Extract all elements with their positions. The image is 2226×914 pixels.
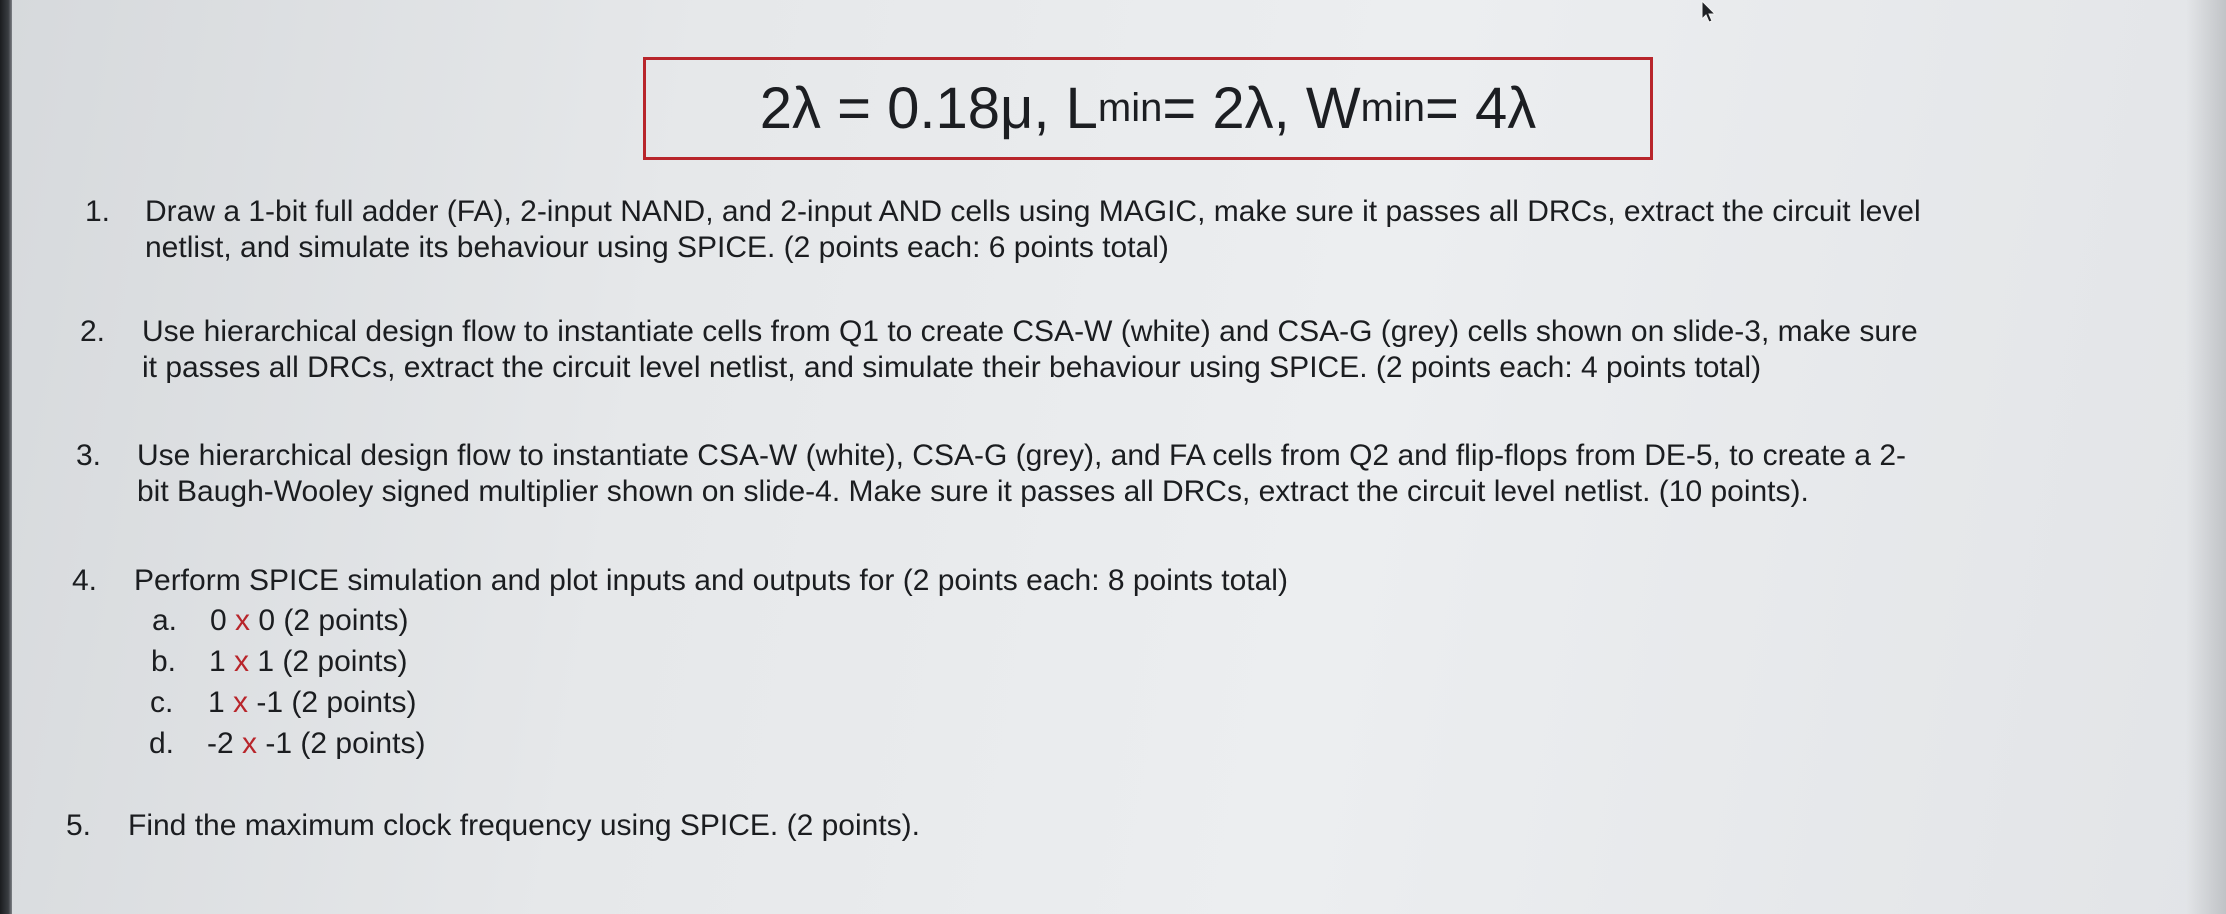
question-3-line-1: Use hierarchical design flow to instantiate CSA-W (white), CSA-G (grey), and FA cells from Q2 and flip-flops from DE-5, to create a 2- [137, 439, 1906, 472]
question-1-line-1: Draw a 1-bit full adder (FA), 2-input NAND, and 2-input AND cells using MAGIC, make sure it passes all DRCs, extract the circuit level [145, 195, 1921, 228]
subitem-d-right: -1 (2 points) [265, 727, 426, 760]
question-5-line-1: Find the maximum clock frequency using SPICE. (2 points). [128, 809, 920, 842]
question-3-line-2: bit Baugh-Wooley signed multiplier shown on slide-4. Make sure it passes all DRCs, extract the circuit level netlist. (10 points). [137, 475, 1809, 508]
formula-sub-2: min [1360, 86, 1426, 130]
document-left-edge [0, 0, 12, 914]
subitem-c-left: 1 [208, 686, 225, 719]
formula-part-3: = 4λ [1425, 76, 1537, 141]
question-2-line-1: Use hierarchical design flow to instantiate cells from Q1 to create CSA-W (white) and CSA-G (grey) cells shown on slide-3, make sure [142, 315, 1918, 348]
question-4-number: 4. [72, 564, 98, 597]
subitem-b-letter: b. [151, 645, 177, 678]
question-1-line-2: netlist, and simulate its behaviour using SPICE. (2 points each: 6 points total) [145, 231, 1169, 264]
subitem-b-right: 1 (2 points) [257, 645, 408, 678]
subitem-c-right: -1 (2 points) [256, 686, 417, 719]
formula-part-1: 2λ = 0.18μ, L [759, 76, 1098, 141]
subitem-c-letter: c. [150, 686, 174, 719]
question-3 [76, 438, 2206, 510]
subitem-d-multiply: x [242, 727, 258, 760]
question-4-subitem-d [149, 726, 425, 762]
subitem-c-multiply: x [233, 686, 249, 719]
question-2 [80, 314, 2200, 386]
question-1 [85, 194, 2205, 266]
formula-box [643, 57, 1653, 160]
subitem-b-multiply: x [234, 645, 250, 678]
subitem-a-right: 0 (2 points) [258, 604, 409, 637]
formula-sub-1: min [1097, 86, 1163, 130]
subitem-d-letter: d. [149, 727, 175, 760]
question-2-line-2: it passes all DRCs, extract the circuit level netlist, and simulate their behaviour using SPICE. (2 points each: 4 points total) [142, 351, 1762, 384]
question-2-number: 2. [80, 315, 106, 348]
question-5 [66, 808, 1266, 844]
question-3-number: 3. [76, 439, 102, 472]
question-4 [72, 563, 1572, 599]
question-4-line-1: Perform SPICE simulation and plot inputs and outputs for (2 points each: 8 points total) [134, 564, 1288, 597]
question-4-subitem-a [152, 603, 408, 639]
subitem-a-letter: a. [152, 604, 178, 637]
mouse-pointer-icon [1700, 0, 1720, 24]
subitem-d-left: -2 [207, 727, 234, 760]
question-1-number: 1. [85, 195, 111, 228]
question-4-subitem-c [150, 685, 416, 721]
subitem-b-left: 1 [209, 645, 226, 678]
formula-part-2: = 2λ, W [1162, 76, 1361, 141]
subitem-a-left: 0 [210, 604, 227, 637]
question-4-subitem-b [151, 644, 407, 680]
subitem-a-multiply: x [235, 604, 251, 637]
question-5-number: 5. [66, 809, 92, 842]
